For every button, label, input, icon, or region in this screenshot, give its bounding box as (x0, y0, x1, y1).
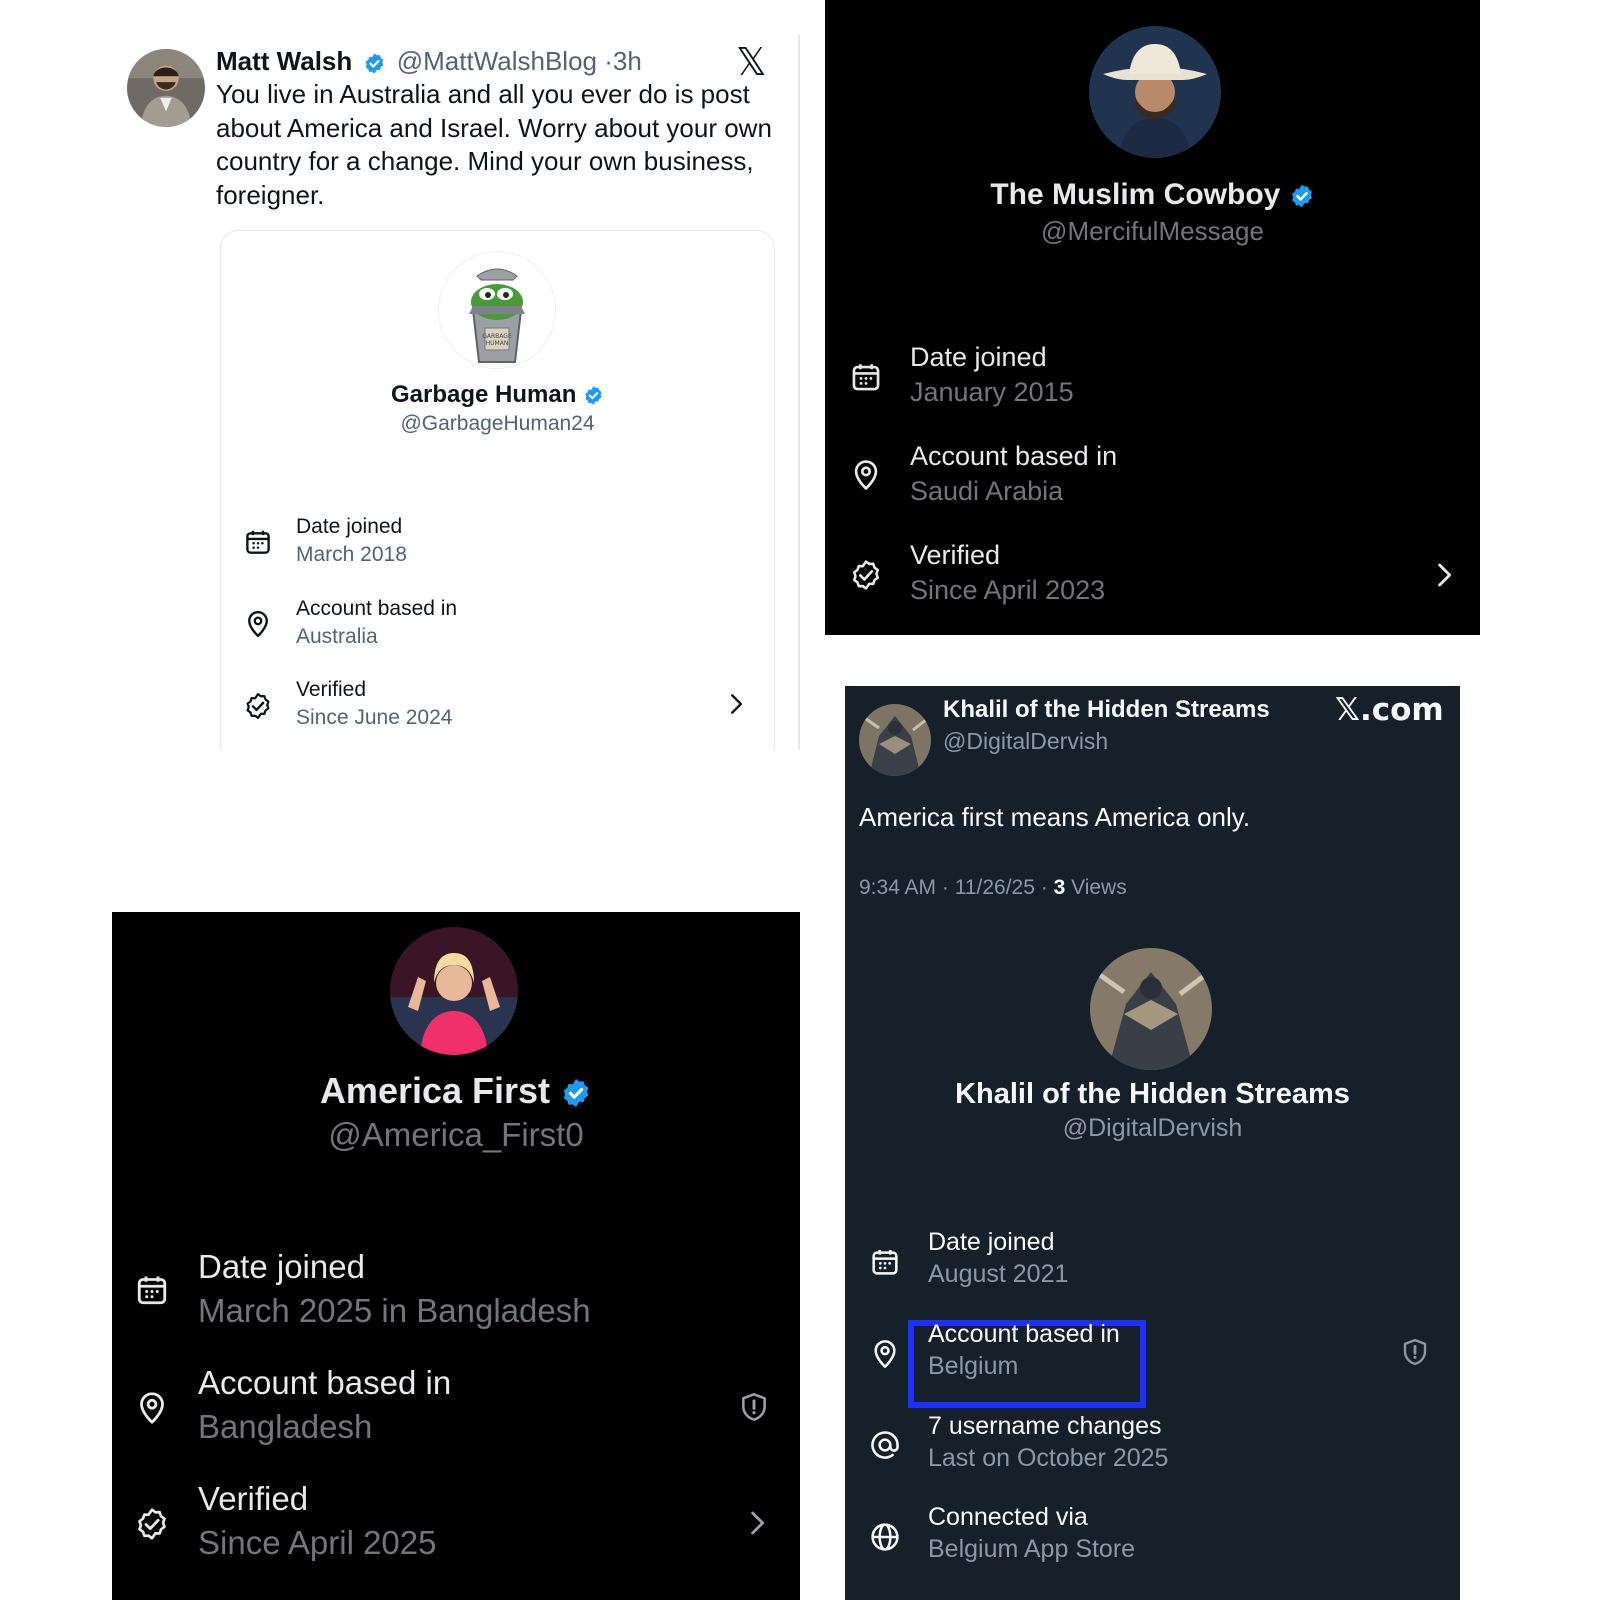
author-name[interactable]: Khalil of the Hidden Streams (943, 696, 1270, 723)
verified-badge-icon (583, 385, 604, 406)
profile-handle[interactable]: @America_First0 (328, 1116, 584, 1153)
profile-handle[interactable]: @MercifulMessage (1041, 216, 1264, 246)
row-value: Since April 2025 (198, 1524, 437, 1561)
location-pin-icon (869, 1338, 901, 1370)
verified-badge-icon (1289, 183, 1315, 209)
verified-badge-icon (363, 52, 386, 75)
row-value: August 2021 (928, 1260, 1069, 1288)
calendar-icon (134, 1272, 170, 1308)
row-label[interactable]: Verified (296, 678, 367, 701)
chevron-right-icon[interactable] (1429, 560, 1459, 590)
row-label: Date joined (910, 342, 1047, 372)
globe-icon (869, 1521, 901, 1553)
verified-badge-icon (560, 1077, 592, 1109)
tweet-text-line: foreigner. (216, 179, 325, 210)
trash-can-sign: GARBAGE (482, 333, 512, 340)
matt-walsh-avatar[interactable] (127, 49, 205, 127)
profile-name-row (112, 1070, 800, 1112)
shield-alert-icon[interactable] (1400, 1336, 1430, 1368)
location-pin-icon (243, 609, 273, 639)
profile-name[interactable]: America First (319, 1070, 551, 1111)
tweet-meta (859, 876, 1127, 900)
card-name-row (221, 381, 774, 409)
row-label: Date joined (198, 1248, 365, 1285)
location-pin-icon (849, 458, 883, 492)
row-value: Since June 2024 (296, 706, 453, 729)
row-label: Account based in (198, 1364, 452, 1401)
khalil-tweet-panel (845, 686, 1460, 1600)
muslim-cowboy-panel (825, 0, 1480, 635)
header-separator: · (604, 46, 613, 76)
verified-badge-icon (849, 558, 883, 592)
tweet-text-line: You live in Australia and all you ever do is post (216, 79, 750, 109)
row-label: Date joined (928, 1228, 1055, 1256)
x-com-logo[interactable]: 𝕏.com (1335, 692, 1444, 728)
muslim-cowboy-avatar[interactable] (1089, 26, 1221, 158)
profile-name-row (825, 178, 1480, 212)
quoted-account-card[interactable] (220, 230, 775, 750)
profile-handle[interactable]: @DigitalDervish (1062, 1114, 1243, 1142)
america-first-panel (112, 912, 800, 1600)
calendar-icon (849, 360, 883, 394)
row-label: Account based in (296, 597, 458, 620)
garbage-human-avatar[interactable] (438, 251, 556, 369)
calendar-icon (869, 1246, 901, 1278)
views-count: 3 (1053, 876, 1066, 899)
divider (798, 35, 800, 750)
profile-name[interactable]: Khalil of the Hidden Streams (955, 1078, 1350, 1110)
location-pin-icon (134, 1390, 170, 1426)
chevron-right-icon[interactable] (723, 691, 749, 717)
row-label: Account based in (928, 1320, 1120, 1348)
row-label[interactable]: Verified (910, 540, 1001, 570)
row-label[interactable]: Verified (198, 1480, 309, 1517)
card-name[interactable]: Garbage Human (390, 381, 577, 408)
chevron-right-icon[interactable] (742, 1508, 772, 1538)
matt-walsh-tweet-panel (110, 30, 800, 750)
row-label: Date joined (296, 515, 403, 538)
tweet-text: America first means America only. (859, 802, 1251, 832)
at-sign-icon (869, 1429, 901, 1461)
views-label: Views (1065, 876, 1127, 899)
row-value: March 2025 in Bangladesh (198, 1292, 591, 1329)
row-value: Belgium App Store (928, 1535, 1136, 1563)
trash-can-sign: HUMAN (485, 340, 509, 347)
row-value: March 2018 (296, 543, 407, 566)
author-handle[interactable]: @DigitalDervish (943, 728, 1109, 754)
row-label: Connected via (928, 1503, 1088, 1531)
calendar-icon (243, 527, 273, 557)
shield-alert-icon[interactable] (738, 1390, 770, 1424)
x-logo-icon[interactable]: 𝕏 (736, 40, 767, 84)
row-label: 7 username changes (928, 1412, 1162, 1440)
tweet-text (216, 78, 772, 212)
khalil-profile-avatar[interactable] (1090, 948, 1212, 1070)
tweet-timestamp[interactable]: 9:34 AM · 11/26/25 · (859, 876, 1054, 899)
row-value: Australia (296, 625, 378, 648)
card-handle[interactable]: @GarbageHuman24 (400, 412, 595, 435)
row-value: January 2015 (910, 377, 1074, 407)
tweet-time[interactable]: 3h (612, 46, 642, 76)
row-value: Last on October 2025 (928, 1444, 1169, 1472)
row-value: Since April 2023 (910, 575, 1106, 605)
row-value: Saudi Arabia (910, 476, 1064, 506)
khalil-avatar[interactable] (859, 704, 931, 776)
row-value: Belgium (928, 1352, 1019, 1380)
author-name[interactable]: Matt Walsh (216, 46, 353, 76)
tweet-text-line: about America and Israel. Worry about your own (216, 112, 772, 143)
tweet-text-line: country for a change. Mind your own business, (216, 146, 754, 176)
row-value: Bangladesh (198, 1408, 373, 1445)
verified-badge-icon (243, 691, 273, 721)
verified-badge-icon (134, 1506, 170, 1542)
author-handle[interactable]: @MattWalshBlog (396, 46, 598, 76)
row-label: Account based in (910, 441, 1118, 471)
tweet-header (216, 46, 642, 76)
america-first-avatar[interactable] (390, 927, 518, 1055)
profile-name[interactable]: The Muslim Cowboy (990, 178, 1281, 211)
